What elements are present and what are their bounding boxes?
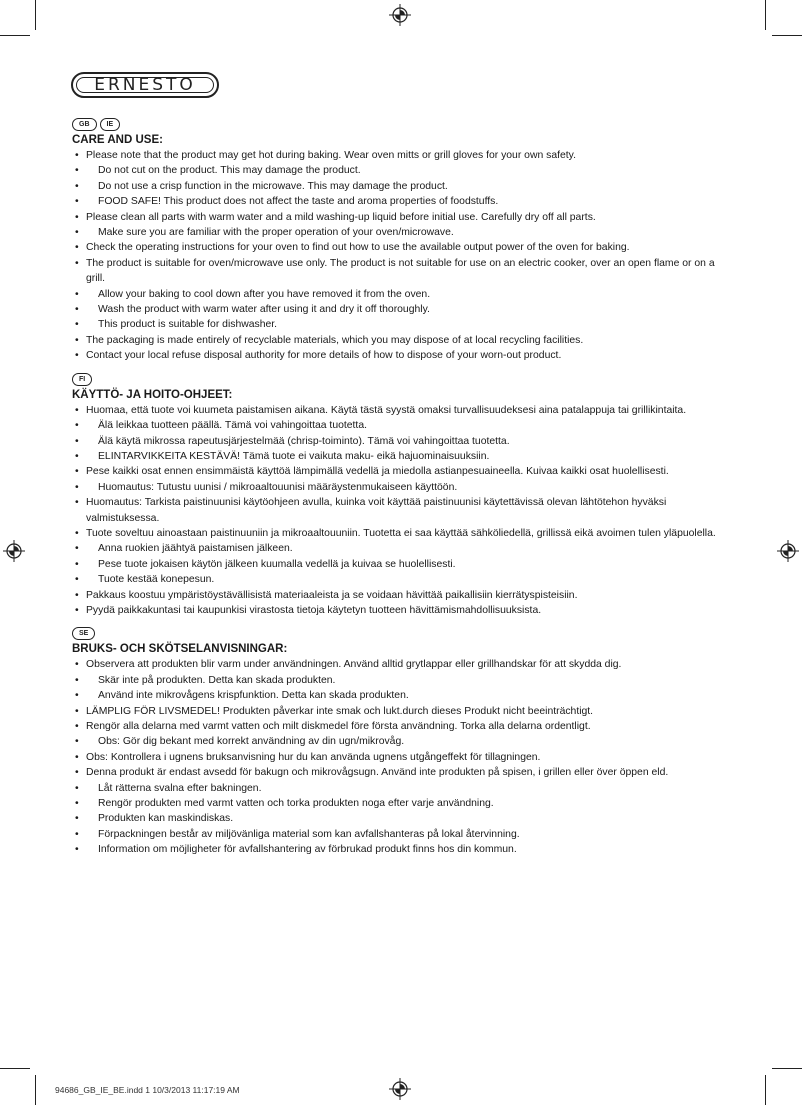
- registration-mark-icon: [389, 1078, 411, 1100]
- language-badge: IE: [100, 118, 121, 131]
- language-badges: [72, 118, 722, 131]
- list-item: • Älä leikkaa tuotteen päällä. Tämä voi vahingoittaa tuotetta.: [72, 418, 722, 433]
- instructions-content: [72, 118, 722, 867]
- language-badges: [72, 627, 722, 640]
- list-item: • Huomautus: Tutustu uunisi / mikroaaltouunisi määräystenmukaiseen käyttöön.: [72, 480, 722, 495]
- section-heading: BRUKS- OCH SKÖTSELANVISNINGAR:: [72, 643, 288, 656]
- crop-mark: [765, 0, 766, 30]
- print-slug: 94686_GB_IE_BE.indd 1 10/3/2013 11:17:19 AM: [55, 1085, 240, 1095]
- registration-mark-icon: [389, 4, 411, 26]
- list-item: • Pyydä paikkakuntasi tai kaupunkisi virastosta tietoja käytetyn tuotteen hävittämismahdollisuuksista.: [72, 603, 722, 618]
- list-item: • Skär inte på produkten. Detta kan skada produkten.: [72, 673, 722, 688]
- list-item: • Produkten kan maskindiskas.: [72, 811, 722, 826]
- list-item: • Wash the product with warm water after using it and dry it off thoroughly.: [72, 302, 722, 317]
- list-item: • Låt rätterna svalna efter bakningen.: [72, 781, 722, 796]
- list-item: • Contact your local refuse disposal authority for more details of how to dispose of your worn-out product.: [72, 348, 722, 363]
- instruction-section: [72, 118, 722, 364]
- list-item: • Allow your baking to cool down after you have removed it from the oven.: [72, 287, 722, 302]
- list-item: • Make sure you are familiar with the proper operation of your oven/microwave.: [72, 225, 722, 240]
- list-item: • The packaging is made entirely of recyclable materials, which you may dispose of at local recycling facilities.: [72, 333, 722, 348]
- instruction-list: [72, 657, 722, 857]
- list-item: • Do not use a crisp function in the microwave. This may damage the product.: [72, 179, 722, 194]
- list-item: • Pese kaikki osat ennen ensimmäistä käyttöä lämpimällä vedellä ja miedolla astianpesuaineella. Kuivaa kaikki osat huolellisesti.: [72, 464, 722, 479]
- list-item: • FOOD SAFE! This product does not affect the taste and aroma properties of foodstuffs.: [72, 194, 722, 209]
- section-heading: CARE AND USE:: [72, 134, 163, 146]
- crop-mark: [765, 1075, 766, 1105]
- crop-mark: [35, 0, 36, 30]
- list-item: • Obs: Gör dig bekant med korrekt användning av din ugn/mikrovåg.: [72, 734, 722, 749]
- list-item: • Obs: Kontrollera i ugnens bruksanvisning hur du kan använda ugnens utgångeffekt för tillagningen.: [72, 750, 722, 765]
- list-item: • Pakkaus koostuu ympäristöystävällisistä materiaaleista ja se voidaan hävittää paikallisiin kierrätyspisteisiin.: [72, 588, 722, 603]
- crop-mark: [0, 1068, 30, 1069]
- list-item: • Denna produkt är endast avsedd för bakugn och mikrovågsugn. Använd inte produkten på spisen, i grillen eller över öppen eld.: [72, 765, 722, 780]
- list-item: • Please clean all parts with warm water and a mild washing-up liquid before initial use. Carefully dry off all parts.: [72, 210, 722, 225]
- language-badge: FI: [72, 373, 92, 386]
- list-item: • The product is suitable for oven/microwave use only. The product is not suitable for use on an electric cooker, over an open flame or on a grill.: [72, 256, 722, 287]
- list-item: • Anna ruokien jäähtyä paistamisen jälkeen.: [72, 541, 722, 556]
- list-item: • ELINTARVIKKEITA KESTÄVÄ! Tämä tuote ei vaikuta maku- eikä hajuominaisuuksiin.: [72, 449, 722, 464]
- list-item: • LÄMPLIG FÖR LIVSMEDEL! Produkten påverkar inte smak och lukt.durch dieses Produkt nicht beeinträchtigt.: [72, 704, 722, 719]
- list-item: • Använd inte mikrovågens krispfunktion. Detta kan skada produkten.: [72, 688, 722, 703]
- list-item: • Tuote soveltuu ainoastaan paistinuuniin ja mikroaaltouuniin. Tuotetta ei saa käyttää sähköliedellä, grillissä eikä avoimen tulen yläpuolella.: [72, 526, 722, 541]
- crop-mark: [772, 1068, 802, 1069]
- list-item: • Observera att produkten blir varm under användningen. Använd alltid grytlappar eller grillhandskar för att skydda dig.: [72, 657, 722, 672]
- list-item: • Please note that the product may get hot during baking. Wear oven mitts or grill gloves for your own safety.: [72, 148, 722, 163]
- instruction-list: [72, 403, 722, 619]
- list-item: • Information om möjligheter för avfallshantering av förbrukad produkt finns hos din kommun.: [72, 842, 722, 857]
- crop-mark: [35, 1075, 36, 1105]
- crop-mark: [772, 35, 802, 36]
- list-item: • Rengör alla delarna med varmt vatten och milt diskmedel före första användning. Torka alla delarna ordentligt.: [72, 719, 722, 734]
- instruction-section: [72, 373, 722, 619]
- crop-mark: [0, 35, 30, 36]
- registration-mark-icon: [3, 540, 25, 562]
- list-item: • Förpackningen består av miljövänliga material som kan avfallshanteras på lokal återvinning.: [72, 827, 722, 842]
- ernesto-logo: [71, 72, 219, 98]
- language-badge: SE: [72, 627, 95, 640]
- list-item: • Huomautus: Tarkista paistinuunisi käytöohjeen avulla, kuinka voit käyttää paistinuunisi käytettävissä olevan lähtötehon hyväksi valmistuksessa.: [72, 495, 722, 526]
- list-item: • This product is suitable for dishwasher.: [72, 317, 722, 332]
- list-item: • Do not cut on the product. This may damage the product.: [72, 163, 722, 178]
- list-item: • Tuote kestää konepesun.: [72, 572, 722, 587]
- logo-text: ERNESTO: [94, 75, 196, 95]
- list-item: • Huomaa, että tuote voi kuumeta paistamisen aikana. Käytä tästä syystä omaksi turvallisuudeksesi aina patalappuja tai grillikintaita.: [72, 403, 722, 418]
- list-item: • Check the operating instructions for your oven to find out how to use the available output power of the oven for baking.: [72, 240, 722, 255]
- section-heading: KÄYTTÖ- JA HOITO-OHJEET:: [72, 388, 233, 401]
- list-item: • Älä käytä mikrossa rapeutusjärjestelmää (chrisp-toiminto). Tämä voi vahingoittaa tuotetta.: [72, 434, 722, 449]
- instruction-list: [72, 148, 722, 364]
- list-item: • Pese tuote jokaisen käytön jälkeen kuumalla vedellä ja kuivaa se huolellisesti.: [72, 557, 722, 572]
- language-badge: GB: [72, 118, 97, 131]
- list-item: • Rengör produkten med varmt vatten och torka produkten noga efter varje användning.: [72, 796, 722, 811]
- registration-mark-icon: [777, 540, 799, 562]
- instruction-section: [72, 627, 722, 857]
- language-badges: [72, 373, 722, 386]
